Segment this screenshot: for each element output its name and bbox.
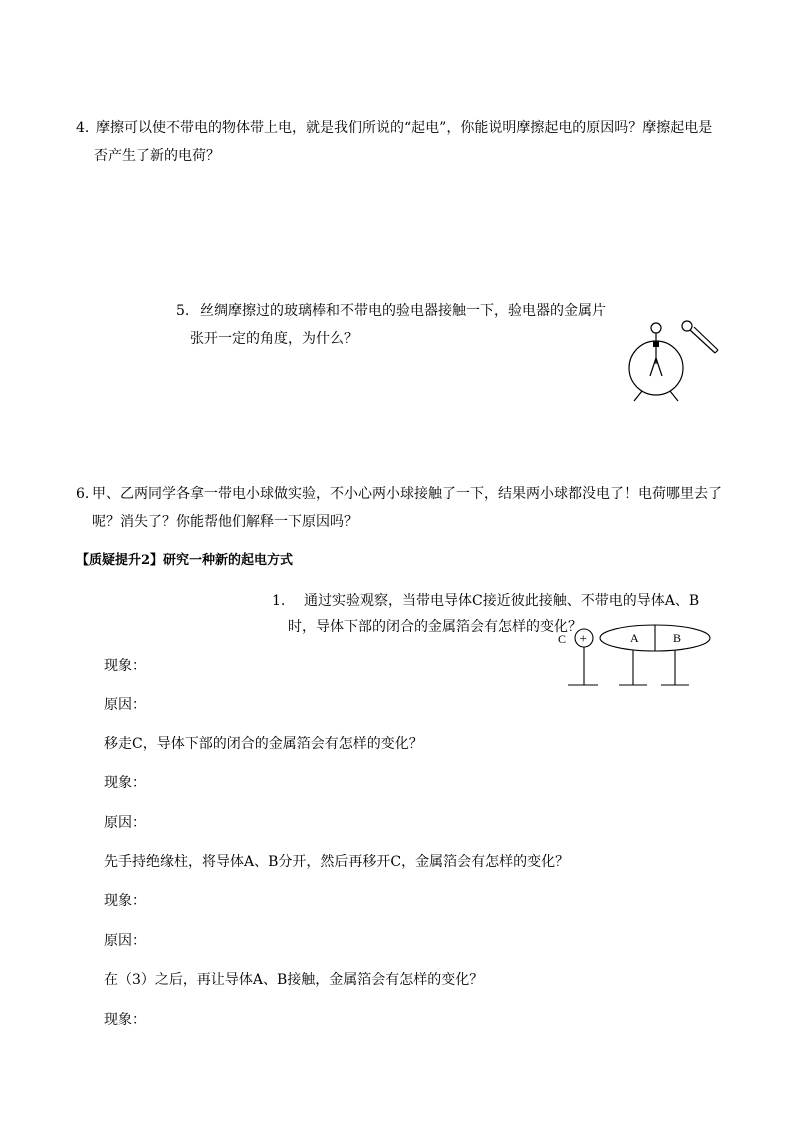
electroscope-leg-left [634,391,642,401]
label-c: C [558,632,567,646]
q6-line-1: 甲、乙两同学各拿一带电小球做实验，不小心两小球接触了一下，结果两小球都没电了！电荷哪里去了 [92,486,722,502]
glass-rod-edge-2 [694,327,718,350]
item-reconnect-ab: 在（3）之后，再让导体A、B接触，金属箔会有怎样的变化？ [104,972,484,988]
q5-line-1: 丝绸摩擦过的玻璃棒和不带电的验电器接触一下，验电器的金属片 [200,303,606,319]
q5-line-2: 张开一定的角度，为什么？ [190,331,358,347]
electroscope-leaf-left [650,358,656,376]
electroscope-leaf-right [656,358,662,376]
glass-rod-end [715,350,718,353]
label-a: A [630,631,639,645]
glass-rod-edge-1 [690,330,715,353]
item-phenomenon-2: 现象： [104,775,146,791]
q6-line-2: 呢？消失了？你能帮他们解释一下原因吗？ [92,514,358,530]
electroscope-stopper [653,341,659,347]
electroscope-diagram [620,318,730,408]
induction-diagram [555,624,705,694]
item-phenomenon-3: 现象： [104,893,146,909]
electroscope-knob [651,323,661,333]
exp-number: 1. [272,593,286,609]
exp-line-1: 通过实验观察，当带电导体C接近彼此接触、不带电的导体A、B [304,593,700,609]
item-reason-3: 原因： [104,933,146,949]
q4-number: 4． [76,120,99,136]
plus-sign: + [579,630,587,646]
label-b: B [673,631,682,645]
q6-number: 6. [76,486,90,502]
item-separate-ab: 先手持绝缘柱，将导体A、B分开，然后再移开C，金属箔会有怎样的变化？ [104,854,570,870]
section-heading: 【质疑提升2】研究一种新的起电方式 [76,553,294,568]
item-reason-1: 原因： [104,697,146,713]
electroscope-leg-right [670,391,678,401]
q5-number: 5. [176,303,190,319]
q4-line-1: 摩擦可以使不带电的物体带上电，就是我们所说的“起电”，你能说明摩擦起电的原因吗？摩擦起电是 [96,120,713,136]
glass-rod-tip [682,321,692,331]
q4-line-2: 否产生了新的电荷？ [94,148,220,164]
item-reason-2: 原因： [104,815,146,831]
exp-line-2: 时，导体下部的闭合的金属箔会有怎样的变化？ [288,619,582,635]
item-remove-c: 移走C，导体下部的闭合的金属箔会有怎样的变化？ [104,736,423,752]
item-phenomenon-4: 现象： [104,1012,146,1028]
item-phenomenon-1: 现象： [104,658,146,674]
